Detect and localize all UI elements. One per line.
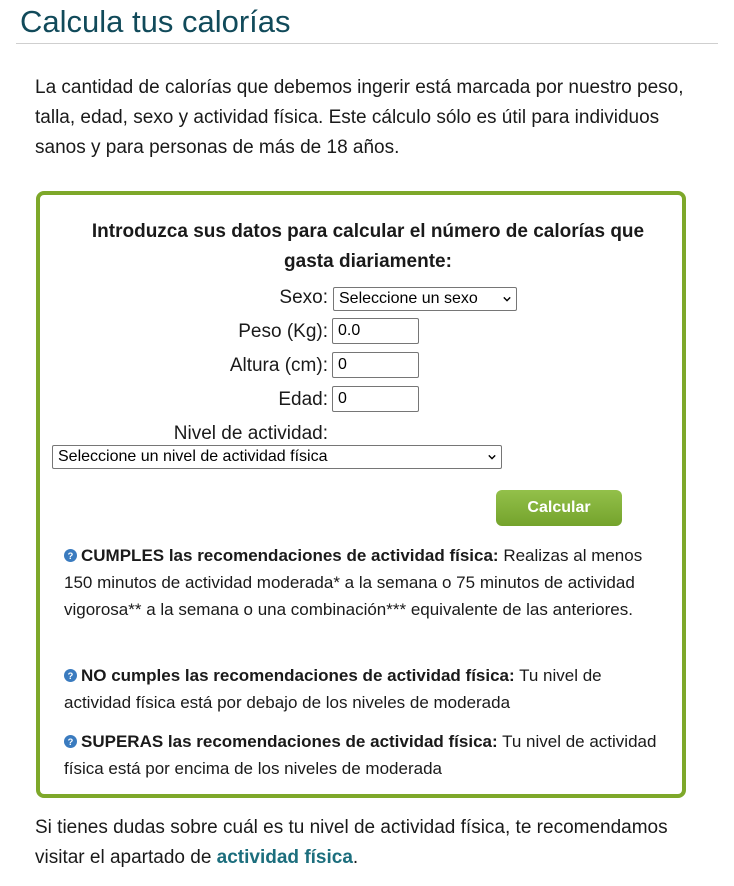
calculate-button[interactable]: Calcular: [496, 490, 622, 526]
weight-input[interactable]: [332, 318, 419, 344]
legend-title: CUMPLES las recomendaciones de actividad física:: [81, 546, 499, 565]
height-input[interactable]: [332, 352, 419, 378]
activity-select-value: Seleccione un nivel de actividad física: [58, 448, 328, 465]
legend-text: Tu nivel de actividad física está por debajo de los niveles de moderada: [64, 666, 602, 712]
sex-select-value: Seleccione un sexo: [339, 290, 478, 307]
legend-title: SUPERAS las recomendaciones de actividad física:: [81, 732, 498, 751]
question-circle-icon: [64, 549, 77, 562]
svg-text:?: ?: [67, 671, 74, 682]
calorie-calculator-box: [36, 191, 686, 798]
sex-select[interactable]: [333, 287, 517, 311]
legend-item-below: [64, 662, 664, 716]
legend-title: NO cumples las recomendaciones de actividad física:: [81, 666, 515, 685]
legend-text: Tu nivel de actividad física está por encima de los niveles de moderada: [64, 732, 657, 778]
legend-item-exceeds: [64, 728, 664, 782]
activity-label: Nivel de actividad:: [173, 423, 328, 444]
activity-select[interactable]: [52, 445, 502, 469]
title-divider: [16, 43, 718, 44]
svg-text:?: ?: [67, 551, 74, 562]
legend-text: Realizas al menos 150 minutos de actividad moderada* a la semana o 75 minutos de actividad vigorosa** a la semana o una combinación*** equivalente de las anteriores.: [64, 546, 643, 619]
page-title: Calcula tus calorías: [20, 4, 291, 39]
sex-label: Sexo:: [279, 287, 328, 308]
question-circle-icon: [64, 669, 77, 682]
footer-text-end: .: [352, 847, 359, 868]
chevron-down-icon: [503, 295, 511, 303]
age-input[interactable]: [332, 386, 419, 412]
intro-paragraph: La cantidad de calorías que debemos ingerir está marcada por nuestro peso, talla, edad, sexo y actividad física. Este cálculo sólo es útil para individuos sanos y para personas de más de 18 años.: [35, 77, 684, 158]
footer-text: Si tienes dudas sobre cuál es tu nivel de actividad física, te recomendamos visitar el apartado de: [35, 817, 668, 868]
height-label: Altura (cm):: [229, 355, 328, 376]
age-label: Edad:: [278, 389, 328, 410]
calculator-heading: Introduzca sus datos para calcular el número de calorías que gasta diariamente:: [91, 221, 645, 272]
footer-paragraph: [35, 813, 715, 873]
svg-text:?: ?: [67, 737, 74, 748]
physical-activity-link[interactable]: actividad física: [216, 847, 353, 868]
chevron-down-icon: [488, 453, 496, 461]
weight-label: Peso (Kg):: [238, 321, 328, 342]
question-circle-icon: [64, 735, 77, 748]
legend-item-meets: [64, 542, 664, 623]
